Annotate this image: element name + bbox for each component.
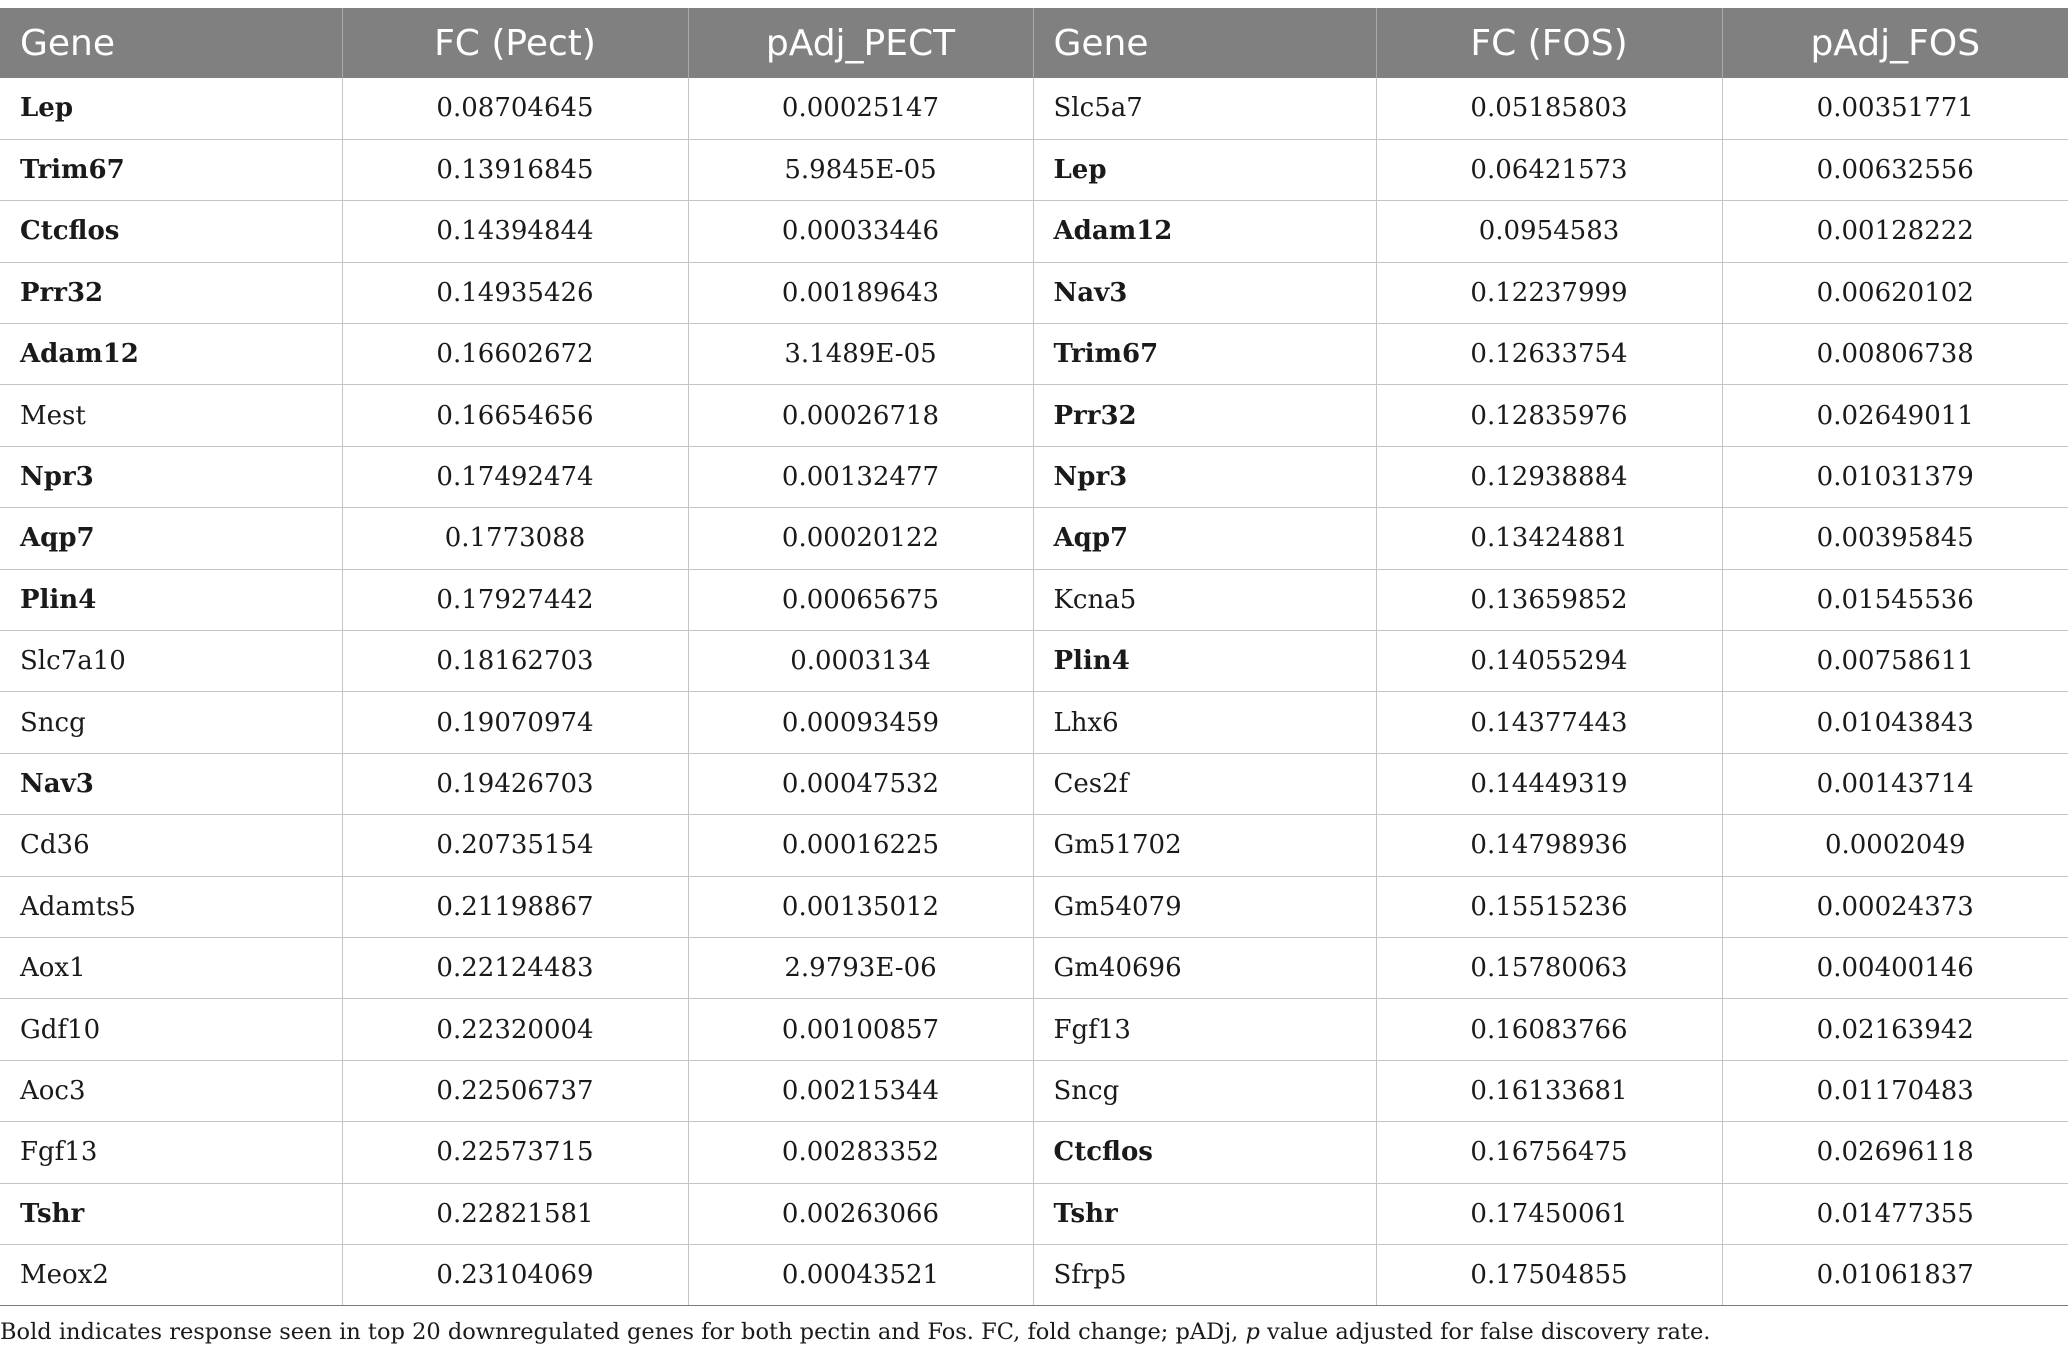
cell-fc-fos: 0.16756475 — [1376, 1122, 1722, 1183]
cell-fc-fos: 0.16133681 — [1376, 1060, 1722, 1121]
cell-gene-fos: Kcna5 — [1033, 569, 1376, 630]
cell-gene-pect: Aoc3 — [0, 1060, 342, 1121]
cell-fc-fos: 0.14377443 — [1376, 692, 1722, 753]
cell-fc-pect: 0.13916845 — [342, 139, 688, 200]
cell-gene-fos: Gm40696 — [1033, 937, 1376, 998]
cell-padj-fos: 0.00806738 — [1722, 324, 2068, 385]
cell-padj-fos: 0.02163942 — [1722, 999, 2068, 1060]
cell-gene-fos: Ces2f — [1033, 753, 1376, 814]
table-row — [0, 201, 2068, 262]
cell-padj-fos: 0.00632556 — [1722, 139, 2068, 200]
cell-fc-fos: 0.12835976 — [1376, 385, 1722, 446]
cell-gene-pect: Npr3 — [0, 446, 342, 507]
footnote-text: Bold indicates response seen in top 20 downregulated genes for both pectin and Fos. FC, fold change; pADj, — [0, 1319, 1246, 1345]
cell-fc-pect: 0.22573715 — [342, 1122, 688, 1183]
cell-padj-pect: 0.00016225 — [688, 815, 1033, 876]
cell-gene-pect: Trim67 — [0, 139, 342, 200]
cell-gene-pect: Cd36 — [0, 815, 342, 876]
cell-padj-pect: 0.00065675 — [688, 569, 1033, 630]
cell-gene-fos: Plin4 — [1033, 631, 1376, 692]
cell-gene-pect: Mest — [0, 385, 342, 446]
cell-gene-pect: Prr32 — [0, 262, 342, 323]
cell-fc-pect: 0.21198867 — [342, 876, 688, 937]
cell-padj-pect: 2.9793E-06 — [688, 937, 1033, 998]
cell-fc-pect: 0.19070974 — [342, 692, 688, 753]
cell-padj-pect: 0.00283352 — [688, 1122, 1033, 1183]
cell-padj-fos: 0.01043843 — [1722, 692, 2068, 753]
cell-fc-pect: 0.19426703 — [342, 753, 688, 814]
header-fc-fos: FC (FOS) — [1376, 8, 1722, 78]
cell-padj-pect: 0.00100857 — [688, 999, 1033, 1060]
cell-gene-pect: Nav3 — [0, 753, 342, 814]
cell-gene-pect: Adamts5 — [0, 876, 342, 937]
table-row — [0, 262, 2068, 323]
cell-fc-pect: 0.16654656 — [342, 385, 688, 446]
cell-gene-fos: Prr32 — [1033, 385, 1376, 446]
cell-padj-pect: 3.1489E-05 — [688, 324, 1033, 385]
cell-fc-fos: 0.0954583 — [1376, 201, 1722, 262]
cell-fc-fos: 0.16083766 — [1376, 999, 1722, 1060]
cell-fc-fos: 0.12237999 — [1376, 262, 1722, 323]
table-row — [0, 1122, 2068, 1183]
cell-gene-fos: Lep — [1033, 139, 1376, 200]
cell-padj-fos: 0.00395845 — [1722, 508, 2068, 569]
cell-fc-fos: 0.13659852 — [1376, 569, 1722, 630]
cell-fc-pect: 0.16602672 — [342, 324, 688, 385]
cell-fc-fos: 0.05185803 — [1376, 78, 1722, 139]
cell-padj-fos: 0.01061837 — [1722, 1244, 2068, 1305]
cell-padj-pect: 0.00132477 — [688, 446, 1033, 507]
cell-padj-pect: 0.00093459 — [688, 692, 1033, 753]
cell-fc-fos: 0.13424881 — [1376, 508, 1722, 569]
table-body — [0, 78, 2068, 1306]
cell-gene-pect: Lep — [0, 78, 342, 139]
cell-padj-fos: 0.02696118 — [1722, 1122, 2068, 1183]
cell-fc-pect: 0.22821581 — [342, 1183, 688, 1244]
table-row — [0, 324, 2068, 385]
cell-gene-fos: Ctcflos — [1033, 1122, 1376, 1183]
table-row — [0, 139, 2068, 200]
cell-gene-fos: Sfrp5 — [1033, 1244, 1376, 1305]
cell-padj-fos: 0.00351771 — [1722, 78, 2068, 139]
table-row — [0, 876, 2068, 937]
cell-fc-fos: 0.15780063 — [1376, 937, 1722, 998]
cell-fc-fos: 0.17504855 — [1376, 1244, 1722, 1305]
cell-fc-pect: 0.17927442 — [342, 569, 688, 630]
cell-gene-fos: Aqp7 — [1033, 508, 1376, 569]
cell-padj-pect: 5.9845E-05 — [688, 139, 1033, 200]
cell-gene-pect: Ctcflos — [0, 201, 342, 262]
footnote — [0, 1319, 1710, 1345]
table-row — [0, 1183, 2068, 1244]
cell-gene-fos: Tshr — [1033, 1183, 1376, 1244]
cell-padj-fos: 0.0002049 — [1722, 815, 2068, 876]
cell-fc-fos: 0.12938884 — [1376, 446, 1722, 507]
cell-padj-pect: 0.00263066 — [688, 1183, 1033, 1244]
cell-fc-pect: 0.14394844 — [342, 201, 688, 262]
table-row — [0, 385, 2068, 446]
cell-gene-pect: Sncg — [0, 692, 342, 753]
cell-gene-pect: Slc7a10 — [0, 631, 342, 692]
cell-gene-pect: Aqp7 — [0, 508, 342, 569]
cell-padj-fos: 0.01545536 — [1722, 569, 2068, 630]
cell-gene-pect: Fgf13 — [0, 1122, 342, 1183]
cell-gene-pect: Tshr — [0, 1183, 342, 1244]
cell-padj-fos: 0.00128222 — [1722, 201, 2068, 262]
cell-gene-pect: Adam12 — [0, 324, 342, 385]
cell-gene-fos: Slc5a7 — [1033, 78, 1376, 139]
table-row — [0, 753, 2068, 814]
table-header-row — [0, 8, 2068, 78]
cell-gene-fos: Gm54079 — [1033, 876, 1376, 937]
cell-fc-fos: 0.06421573 — [1376, 139, 1722, 200]
cell-fc-pect: 0.23104069 — [342, 1244, 688, 1305]
cell-gene-fos: Gm51702 — [1033, 815, 1376, 876]
cell-padj-pect: 0.0003134 — [688, 631, 1033, 692]
cell-padj-pect: 0.00026718 — [688, 385, 1033, 446]
table-row — [0, 815, 2068, 876]
cell-padj-fos: 0.00400146 — [1722, 937, 2068, 998]
table-row — [0, 999, 2068, 1060]
table-row — [0, 1060, 2068, 1121]
cell-padj-pect: 0.00025147 — [688, 78, 1033, 139]
cell-fc-fos: 0.14449319 — [1376, 753, 1722, 814]
cell-fc-pect: 0.1773088 — [342, 508, 688, 569]
footnote-italic-p: p — [1245, 1319, 1260, 1345]
cell-fc-fos: 0.14798936 — [1376, 815, 1722, 876]
cell-gene-fos: Trim67 — [1033, 324, 1376, 385]
cell-fc-pect: 0.14935426 — [342, 262, 688, 323]
cell-padj-fos: 0.00143714 — [1722, 753, 2068, 814]
cell-padj-pect: 0.00135012 — [688, 876, 1033, 937]
cell-padj-pect: 0.00033446 — [688, 201, 1033, 262]
header-padj-pect: pAdj_PECT — [688, 8, 1033, 78]
cell-padj-pect: 0.00043521 — [688, 1244, 1033, 1305]
header-fc-pect: FC (Pect) — [342, 8, 688, 78]
cell-gene-pect: Aox1 — [0, 937, 342, 998]
cell-gene-pect: Gdf10 — [0, 999, 342, 1060]
table-row — [0, 692, 2068, 753]
cell-gene-pect: Meox2 — [0, 1244, 342, 1305]
header-padj-fos: pAdj_FOS — [1722, 8, 2068, 78]
cell-padj-fos: 0.00758611 — [1722, 631, 2068, 692]
cell-padj-pect: 0.00020122 — [688, 508, 1033, 569]
cell-fc-pect: 0.20735154 — [342, 815, 688, 876]
cell-gene-pect: Plin4 — [0, 569, 342, 630]
table-row — [0, 446, 2068, 507]
cell-fc-fos: 0.12633754 — [1376, 324, 1722, 385]
cell-padj-fos: 0.01031379 — [1722, 446, 2068, 507]
cell-padj-fos: 0.02649011 — [1722, 385, 2068, 446]
cell-gene-fos: Lhx6 — [1033, 692, 1376, 753]
cell-fc-fos: 0.15515236 — [1376, 876, 1722, 937]
cell-fc-pect: 0.22506737 — [342, 1060, 688, 1121]
cell-gene-fos: Npr3 — [1033, 446, 1376, 507]
cell-padj-pect: 0.00047532 — [688, 753, 1033, 814]
cell-gene-fos: Sncg — [1033, 1060, 1376, 1121]
cell-fc-pect: 0.22320004 — [342, 999, 688, 1060]
footnote-text-end: value adjusted for false discovery rate. — [1259, 1319, 1711, 1345]
cell-padj-fos: 0.01477355 — [1722, 1183, 2068, 1244]
header-gene-fos: Gene — [1033, 8, 1376, 78]
table-row — [0, 508, 2068, 569]
table-row — [0, 631, 2068, 692]
cell-fc-fos: 0.14055294 — [1376, 631, 1722, 692]
cell-gene-fos: Fgf13 — [1033, 999, 1376, 1060]
table-row — [0, 78, 2068, 139]
table-row — [0, 1244, 2068, 1305]
cell-padj-fos: 0.01170483 — [1722, 1060, 2068, 1121]
cell-fc-fos: 0.17450061 — [1376, 1183, 1722, 1244]
cell-fc-pect: 0.18162703 — [342, 631, 688, 692]
header-gene-pect: Gene — [20, 22, 116, 64]
table-row — [0, 569, 2068, 630]
cell-padj-pect: 0.00215344 — [688, 1060, 1033, 1121]
gene-table — [0, 8, 2068, 1306]
cell-padj-fos: 0.00620102 — [1722, 262, 2068, 323]
cell-fc-pect: 0.17492474 — [342, 446, 688, 507]
cell-padj-fos: 0.00024373 — [1722, 876, 2068, 937]
cell-fc-pect: 0.22124483 — [342, 937, 688, 998]
cell-padj-pect: 0.00189643 — [688, 262, 1033, 323]
cell-gene-fos: Adam12 — [1033, 201, 1376, 262]
cell-fc-pect: 0.08704645 — [342, 78, 688, 139]
cell-gene-fos: Nav3 — [1033, 262, 1376, 323]
table-row — [0, 937, 2068, 998]
